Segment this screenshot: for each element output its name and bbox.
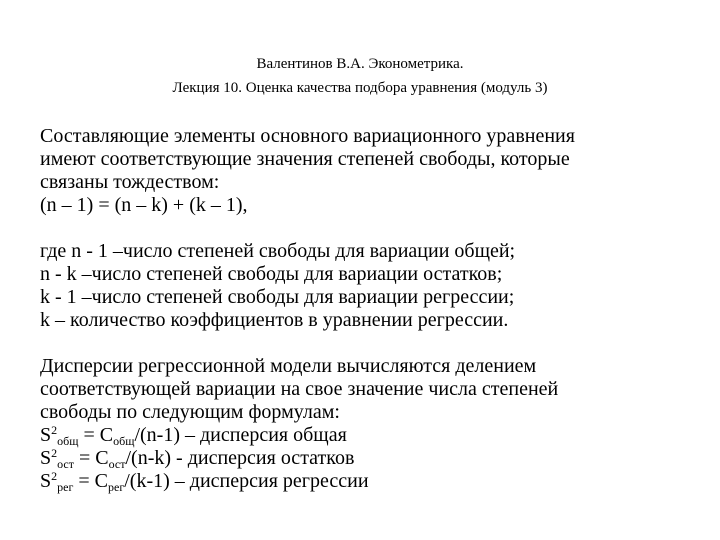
formula-residual-variance: [40, 447, 690, 470]
lecture-header: [0, 52, 720, 100]
formula-symbol: S: [40, 424, 52, 446]
formula-rest: /(n-1) – дисперсия общая: [134, 424, 347, 446]
formula-symbol: S: [40, 470, 52, 492]
formula-subscript: ост: [108, 457, 126, 471]
formula-equals: = C: [74, 447, 109, 469]
text-line: связаны тождеством:: [40, 171, 220, 193]
header-author-title: Валентинов В.А. Эконометрика.: [256, 56, 464, 72]
formula-superscript: 2: [51, 446, 58, 460]
paragraph-definitions: [40, 240, 690, 332]
formula-regression-variance: [40, 470, 690, 493]
header-lecture-title: Лекция 10. Оценка качества подбора уравнения (модуль 3): [172, 80, 548, 96]
definition-line: n - k –число степеней свободы для вариации остатков;: [40, 263, 503, 285]
text-line: соответствующей вариации на свое значение числа степеней: [40, 378, 559, 400]
text-line: свободы по следующим формулам:: [40, 401, 340, 423]
paragraph-variances: [40, 355, 690, 493]
formula-superscript: 2: [51, 469, 58, 483]
formula-rest: /(n-k) - дисперсия остатков: [125, 447, 355, 469]
text-line: Дисперсии регрессионной модели вычисляются делением: [40, 355, 537, 377]
formula-subscript: рег: [57, 480, 74, 494]
paragraph-degrees-identity: [40, 125, 690, 217]
formula-subscript: общ: [113, 434, 135, 448]
text-line: имеют соответствующие значения степеней свободы, которые: [40, 148, 570, 170]
formula-equals: = C: [73, 470, 108, 492]
formula-total-variance: [40, 424, 690, 447]
definition-line: где n - 1 –число степеней свободы для вариации общей;: [40, 240, 516, 262]
formula-subscript: общ: [57, 434, 79, 448]
formula-symbol: S: [40, 447, 52, 469]
definition-line: k – количество коэффициентов в уравнении регрессии.: [40, 309, 509, 331]
definition-line: k - 1 –число степеней свободы для вариации регрессии;: [40, 286, 515, 308]
formula-equals: = C: [78, 424, 114, 446]
formula-rest: /(k-1) – дисперсия регрессии: [124, 470, 369, 492]
formula-subscript: рег: [108, 480, 125, 494]
text-line: Составляющие элементы основного вариационного уравнения: [40, 125, 575, 147]
formula-superscript: 2: [51, 423, 58, 437]
slide-body: [40, 125, 690, 516]
identity-formula: (n – 1) = (n – k) + (k – 1),: [40, 194, 248, 216]
formula-subscript: ост: [57, 457, 74, 471]
